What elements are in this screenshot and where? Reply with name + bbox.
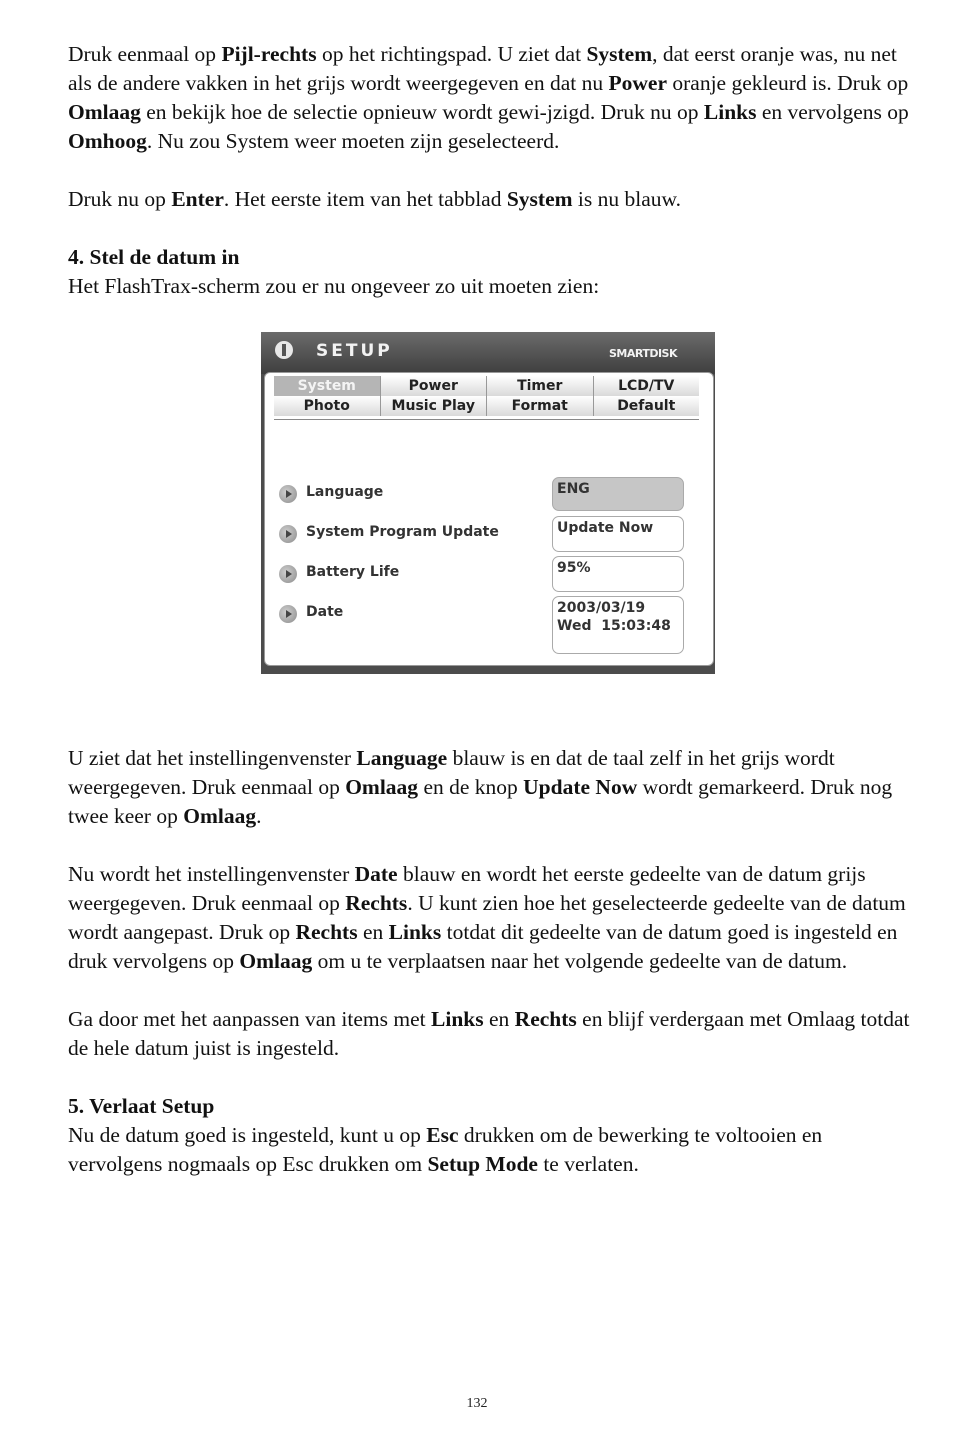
tab-photo[interactable]: Photo — [274, 396, 381, 416]
bold-term: Rechts — [345, 891, 408, 915]
bold-term: Rechts — [514, 1007, 577, 1031]
text-run: blauw en wordt het eerste gedeelte van de datum grijs weergegeven. Druk eenmaal op — [68, 862, 866, 915]
title-bar — [261, 332, 715, 374]
screen-title: SETUP — [316, 341, 393, 361]
date-value-line: 2003/03/19 — [557, 600, 646, 616]
brand-logo: SMARTDISK — [608, 347, 677, 360]
heading-set-date: 4. Stel de datum in — [68, 245, 240, 269]
text-run: Druk eenmaal op — [68, 42, 222, 66]
bold-term: Omlaag — [68, 100, 141, 124]
text-run: U ziet dat het instellingenvenster — [68, 746, 357, 770]
text-run: om u te verplaatsen naar het volgende gedeelte van de datum. — [312, 949, 848, 973]
paragraph-4 — [68, 860, 918, 976]
text-run: totdat dit gedeelte van de datum goed is ingesteld en druk vervolgens op — [68, 920, 898, 973]
text-run: te verlaten. — [537, 1152, 639, 1176]
bold-term: Language — [356, 746, 448, 770]
text-run: Druk nu op — [68, 187, 172, 211]
bold-term: Links — [431, 1007, 484, 1031]
setting-label: System Program Update — [306, 524, 499, 540]
text-run: . Nu zou System weer moeten zijn geselecteerd. — [146, 129, 560, 153]
text-run: oranje gekleurd is. Druk op — [667, 71, 909, 95]
tab-timer[interactable]: Timer — [487, 376, 594, 396]
text-run: wordt gemarkeerd. Druk nog twee keer op — [68, 775, 893, 828]
text-run: . Het eerste item van het tabblad — [223, 187, 507, 211]
paragraph-2 — [68, 185, 918, 214]
paragraph-5 — [68, 1005, 918, 1063]
arrow-bullet-icon — [279, 605, 297, 623]
tab-row-2 — [274, 396, 699, 416]
text-run: en de knop — [418, 775, 524, 799]
bold-term: Update Now — [523, 775, 638, 799]
paragraph-6 — [68, 1121, 918, 1179]
battery-value: 95% — [552, 556, 684, 592]
bold-term: Omlaag — [345, 775, 419, 799]
text-run: Nu de datum goed is ingesteld, kunt u op — [68, 1123, 427, 1147]
tab-default[interactable]: Default — [594, 396, 700, 416]
tab-format[interactable]: Format — [487, 396, 594, 416]
tab-lcd-tv[interactable]: LCD/TV — [594, 376, 700, 396]
paragraph-3 — [68, 744, 918, 831]
device-screen — [261, 332, 715, 674]
bold-term: System — [586, 42, 653, 66]
document-page — [68, 40, 918, 1179]
text-run: en — [357, 920, 389, 944]
screenshot-figure — [68, 301, 918, 744]
settings-panel — [264, 372, 714, 666]
setting-label: Language — [306, 484, 384, 500]
bold-term: Setup Mode — [427, 1152, 538, 1176]
text-run: , dat eerst oranje was, nu net als de andere vakken in het grijs wordt weergegeven en dat nu — [68, 42, 897, 95]
bold-term: Links — [388, 920, 442, 944]
text-run: blauw is en dat de taal zelf in het grijs wordt weergegeven. Druk eenmaal op — [68, 746, 835, 799]
bold-term: Links — [703, 100, 757, 124]
text-run: Ga door met het aanpassen van items met — [68, 1007, 432, 1031]
tab-divider — [274, 419, 699, 420]
bold-term: Pijl-rechts — [221, 42, 317, 66]
bold-term: System — [506, 187, 573, 211]
text-run: is nu blauw. — [572, 187, 682, 211]
text-run: . U kunt zien hoe het geselecteerde gedeelte van de datum wordt aangepast. Druk op — [68, 891, 906, 944]
date-value[interactable] — [552, 596, 684, 654]
text-run: en blijf verdergaan met Omlaag totdat de hele datum juist is ingesteld. — [68, 1007, 910, 1060]
setting-label: Date — [306, 604, 344, 620]
bold-term: Esc — [426, 1123, 459, 1147]
text-run: en bekijk hoe de selectie opnieuw wordt gewi-jzigd. Druk nu op — [140, 100, 704, 124]
bold-term: Date — [354, 862, 398, 886]
tab-row-1 — [274, 376, 699, 396]
text-run: op het richtingspad. U ziet dat — [316, 42, 587, 66]
tab-power[interactable]: Power — [381, 376, 488, 396]
bold-term: Power — [608, 71, 667, 95]
bold-term: Omlaag — [239, 949, 313, 973]
text-run: drukken om de bewerking te voltooien en vervolgens nogmaals op Esc drukken om — [68, 1123, 823, 1176]
heading-exit-setup: 5. Verlaat Setup — [68, 1094, 215, 1118]
intro-line: Het FlashTrax-scherm zou er nu ongeveer zo uit moeten zien: — [68, 274, 600, 298]
bold-term: Rechts — [295, 920, 358, 944]
bold-term: Omhoog — [68, 129, 147, 153]
tab-bar — [274, 376, 699, 416]
text-run: en — [483, 1007, 515, 1031]
setting-label: Battery Life — [306, 564, 400, 580]
bold-term: Enter — [171, 187, 224, 211]
setup-icon — [275, 341, 293, 359]
arrow-bullet-icon — [279, 485, 297, 503]
page-number: 132 — [466, 1396, 488, 1411]
time-value-line: Wed 15:03:48 — [557, 618, 671, 634]
arrow-bullet-icon — [279, 565, 297, 583]
language-value[interactable]: ENG — [552, 477, 684, 511]
arrow-bullet-icon — [279, 525, 297, 543]
text-run: en vervolgens op — [756, 100, 909, 124]
tab-system[interactable]: System — [274, 376, 381, 396]
tab-music-play[interactable]: Music Play — [381, 396, 488, 416]
text-run: . — [256, 804, 262, 828]
update-now-button[interactable]: Update Now — [552, 516, 684, 552]
bold-term: Omlaag — [183, 804, 257, 828]
text-run: Nu wordt het instellingenvenster — [68, 862, 355, 886]
paragraph-1 — [68, 40, 918, 156]
